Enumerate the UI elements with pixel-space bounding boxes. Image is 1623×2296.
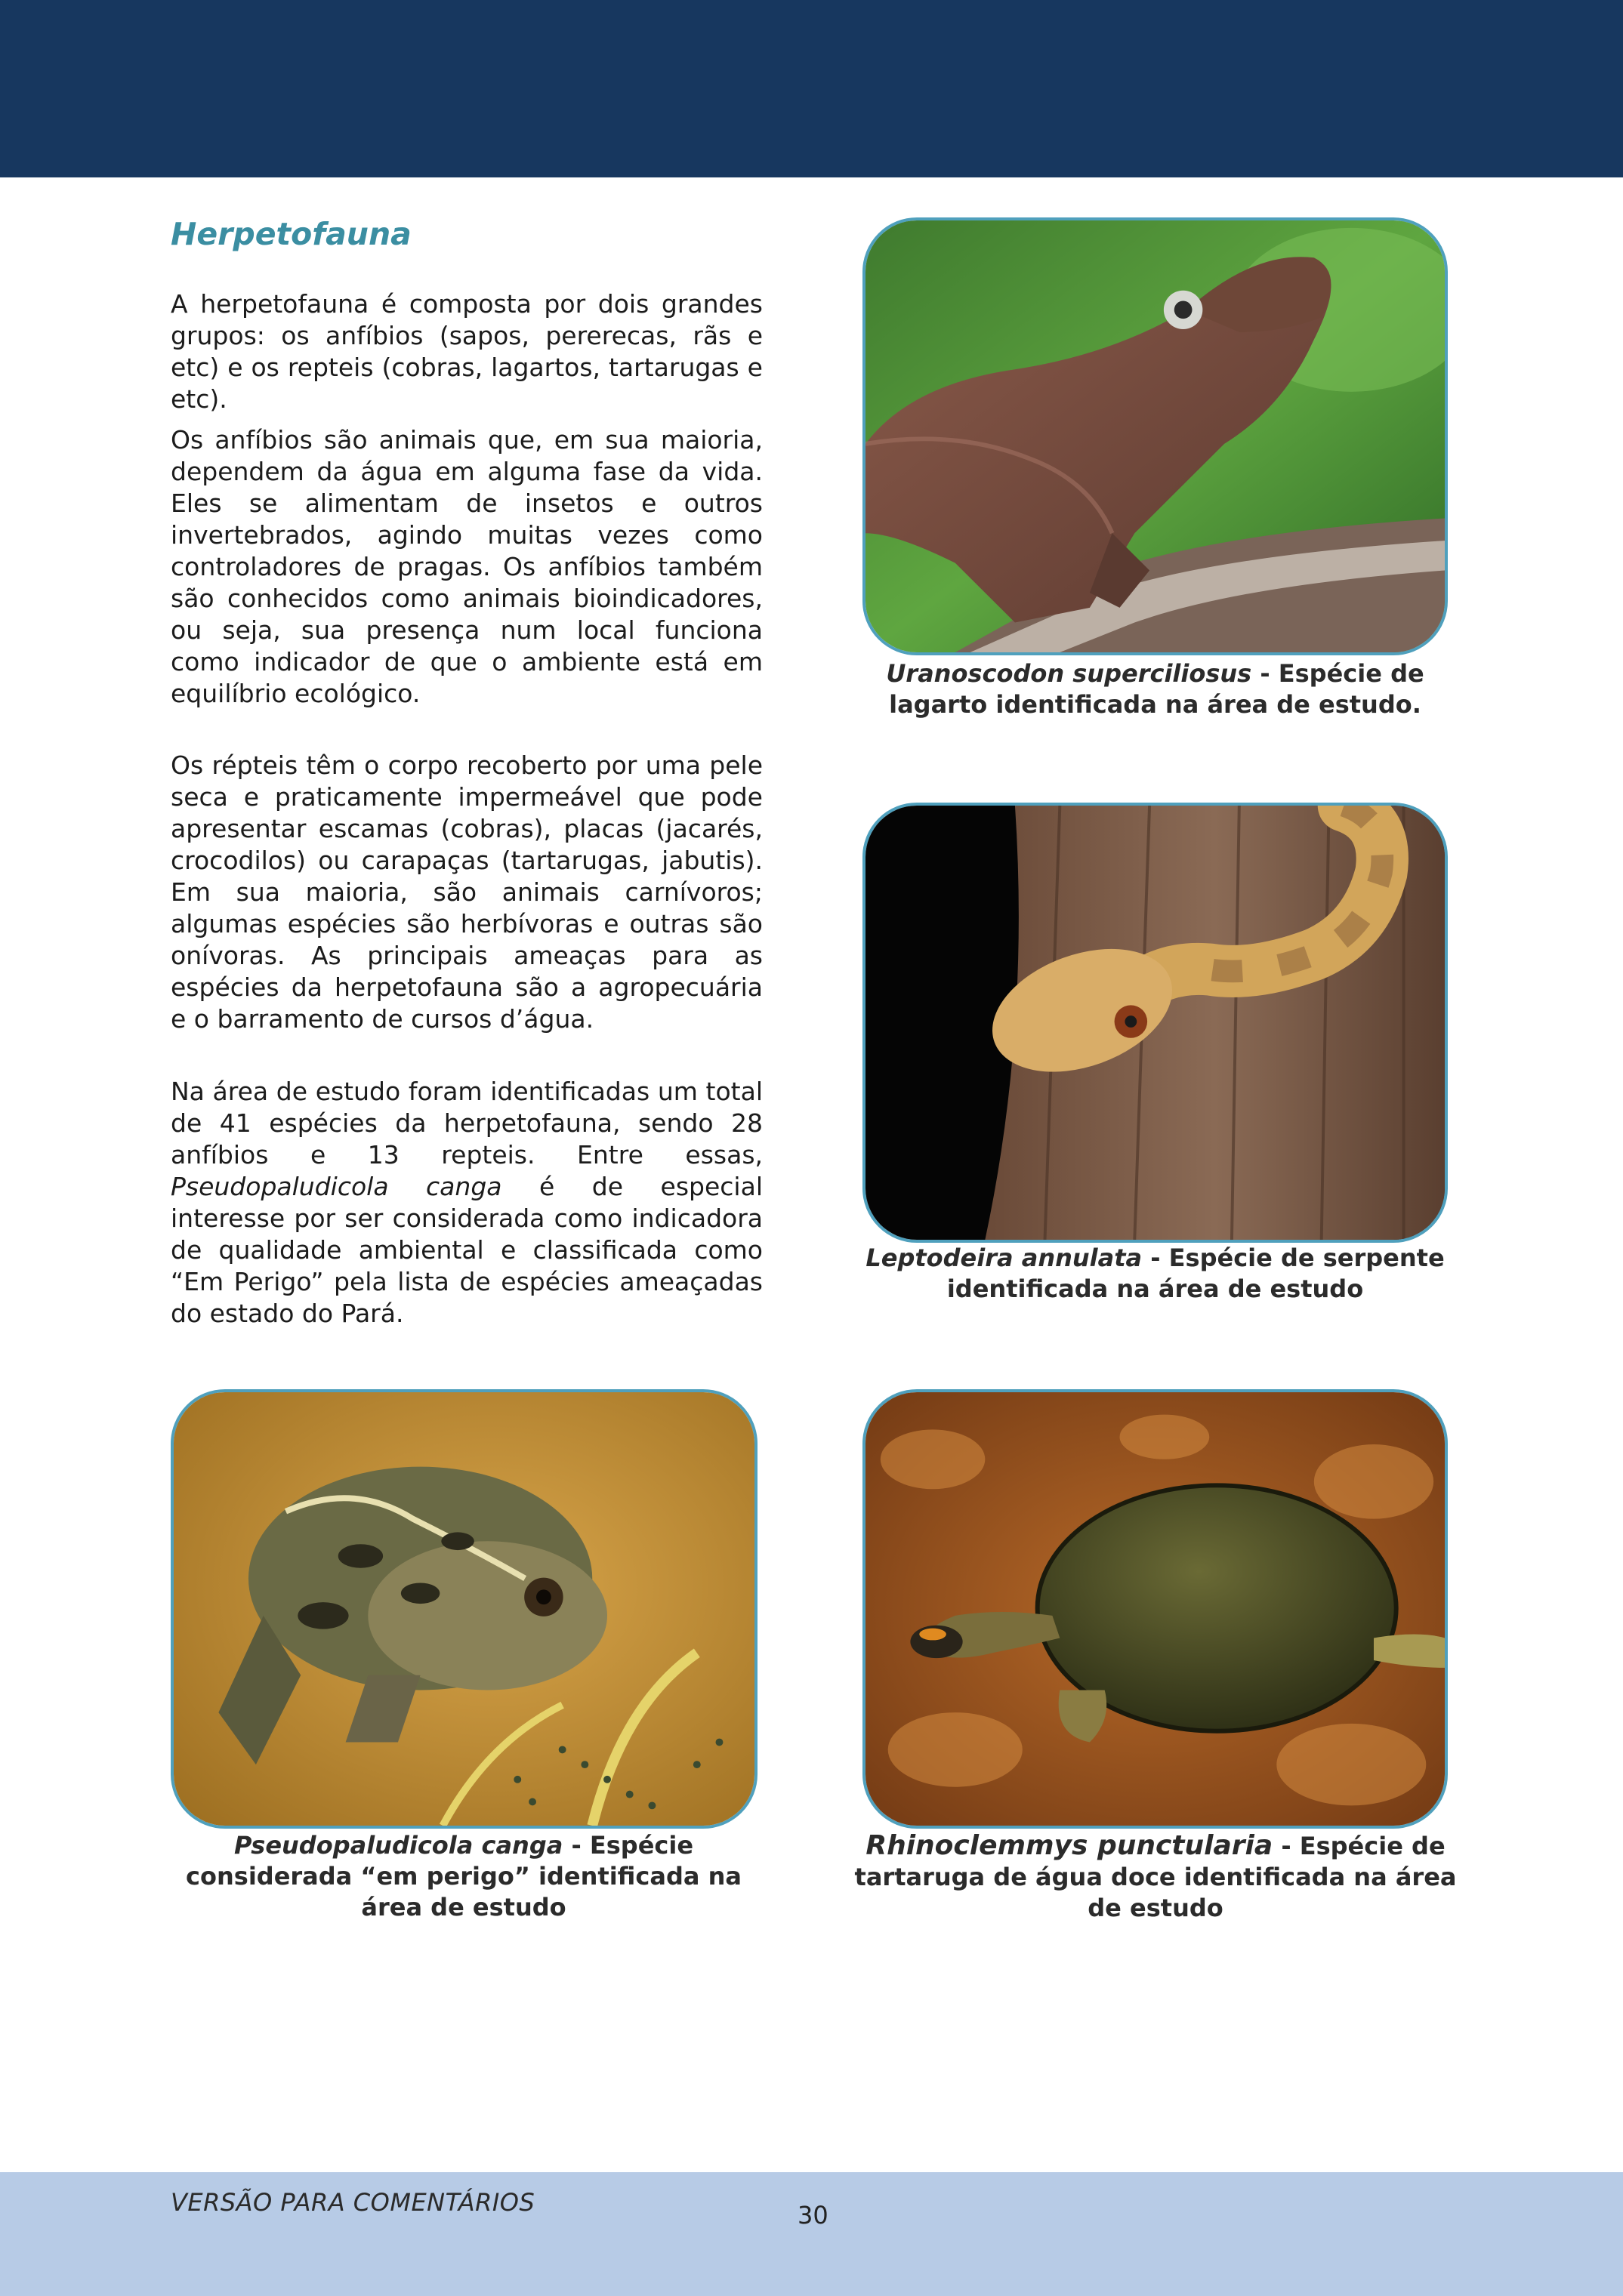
paragraph-intro: A herpetofauna é composta por dois grandes grupos: os anfíbios (sapos, pererecas, rãs e etc) e os repteis (cobras, lagartos, tartarugas e etc).	[171, 289, 763, 414]
lizard-photo	[862, 217, 1448, 655]
caption-snake-species: Leptodeira annulata	[865, 1244, 1143, 1272]
snake-photo	[862, 803, 1448, 1243]
section-title: Herpetofauna	[171, 216, 412, 252]
header-band	[0, 0, 1623, 177]
paragraph-study-area-species: Pseudopaludicola canga	[171, 1172, 502, 1201]
paragraph-amphibians: Os anfíbios são animais que, em sua maioria, dependem da água em alguma fase da vida. Eles se alimentam de insetos e outros invertebrados, agindo muitas vezes como controladores de pragas. Os anfíbios também são conhecidos como animais bioindicadores, ou seja, sua presença num local funciona como indicador de que o ambiente está em equilíbrio ecológico.	[171, 425, 763, 708]
caption-turtle-species: Rhinoclemmys punctularia	[865, 1830, 1273, 1861]
turtle-illustration	[865, 1392, 1445, 1826]
caption-snake-text: - Espécie de serpente identificada na área de estudo	[946, 1244, 1445, 1303]
caption-lizard	[862, 658, 1448, 720]
caption-turtle-text: - Espécie de tartaruga de água doce identificada na área de estudo	[854, 1832, 1457, 1922]
caption-frog	[162, 1830, 766, 1923]
paragraph-reptiles: Os répteis têm o corpo recoberto por uma pele seca e praticamente impermeável que pode apresentar escamas (cobras), placas (jacarés, crocodilos) ou carapaças (tartarugas, jabutis). Em sua maioria, são animais carnívoros; algumas espécies são herbívoras e outras são onívoras. As principais ameaças para as espécies da herpetofauna são a agropecuária e o barramento de cursos d’água.	[171, 750, 763, 1034]
caption-lizard-species: Uranoscodon superciliosus	[886, 659, 1252, 688]
footer-note: VERSÃO PARA COMENTÁRIOS	[171, 2188, 535, 2217]
caption-lizard-text: - Espécie de lagarto identificada na área de estudo.	[889, 659, 1424, 719]
lizard-illustration	[865, 220, 1445, 652]
paragraph-study-area	[171, 1076, 763, 1330]
snake-illustration	[865, 806, 1445, 1240]
caption-snake	[862, 1243, 1448, 1305]
frog-photo	[171, 1389, 758, 1829]
turtle-photo	[862, 1389, 1448, 1829]
paragraph-study-area-after: é de especial interesse por ser considerada como indicadora de qualidade ambiental e classificada como “Em Perigo” pela lista de espécies ameaçadas do estado do Pará.	[171, 1172, 763, 1328]
page-number: 30	[798, 2201, 828, 2230]
paragraph-study-area-before: Na área de estudo foram identificadas um total de 41 espécies da herpetofauna, sendo 28 anfíbios e 13 repteis. Entre essas,	[171, 1077, 763, 1170]
caption-frog-text: - Espécie considerada “em perigo” identificada na área de estudo	[186, 1831, 742, 1922]
caption-turtle	[853, 1830, 1458, 1924]
frog-illustration	[174, 1392, 754, 1826]
caption-frog-species: Pseudopaludicola canga	[233, 1831, 563, 1860]
